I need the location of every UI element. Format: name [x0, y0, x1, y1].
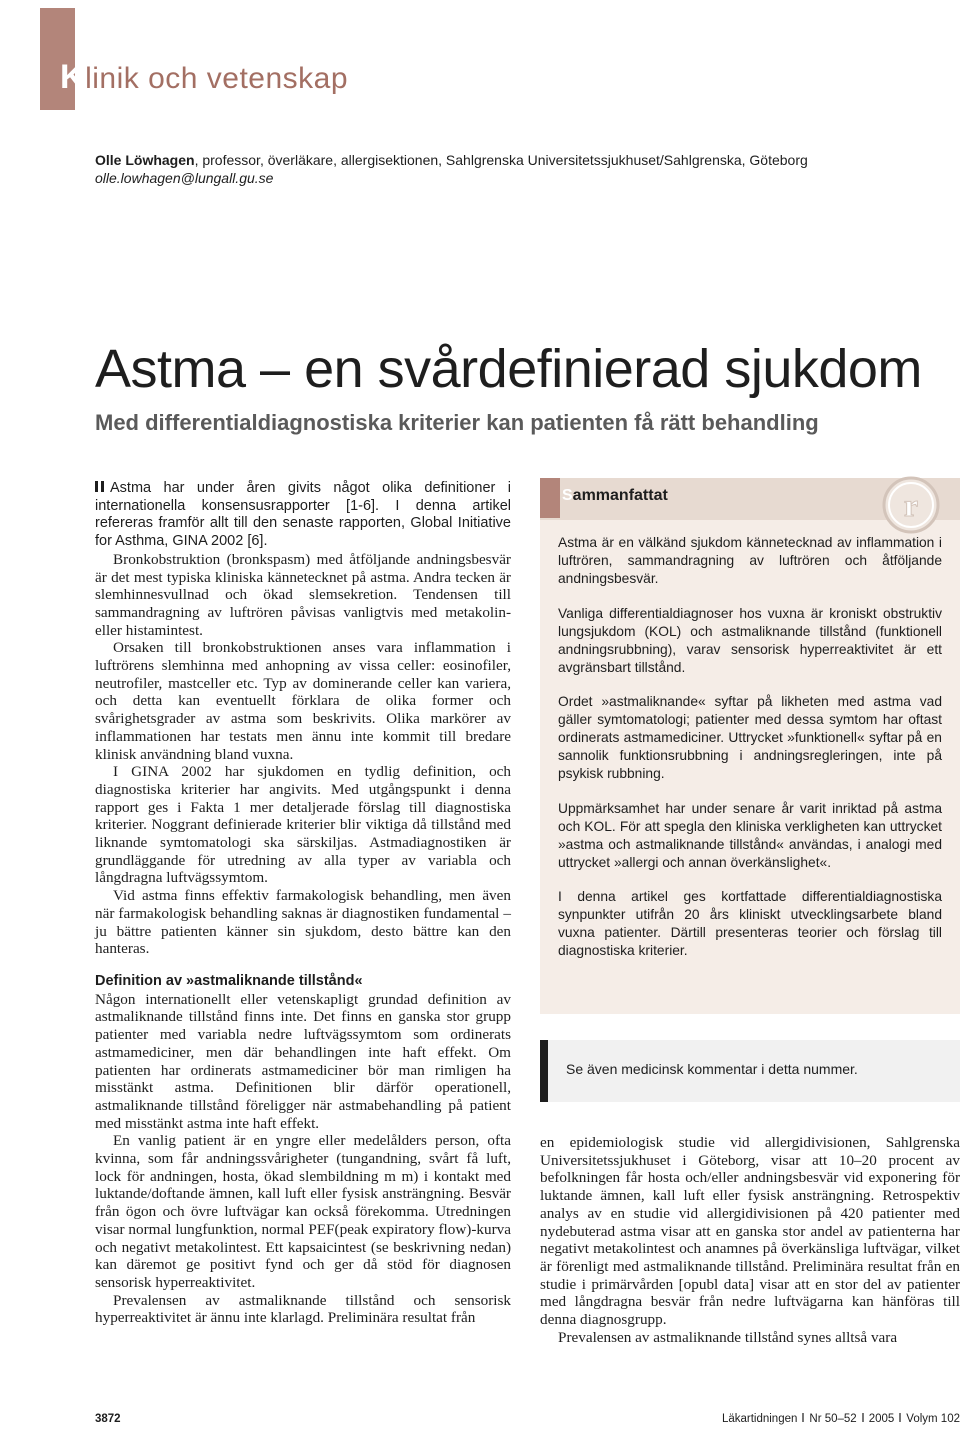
- journal-volume: Volym 102: [906, 1413, 960, 1425]
- journal-year: 2005: [868, 1413, 895, 1425]
- r-logo-letter: r: [903, 487, 919, 523]
- separator: [802, 1413, 804, 1422]
- see-also-note: Se även medicinsk kommentar i detta nummer.: [566, 1061, 858, 1077]
- summary-text: [558, 534, 942, 977]
- separator: [899, 1413, 901, 1422]
- section-title: [60, 58, 348, 97]
- author-email[interactable]: olle.lowhagen@lungall.gu.se: [95, 170, 274, 186]
- summary-title-rest: ammanfattat: [572, 487, 668, 504]
- journal-name: Läkartidningen: [721, 1413, 798, 1425]
- right-column: [540, 1134, 960, 1346]
- body-paragraph: Vid astma finns effektiv farmakologisk behandling, men även när farmakologisk behandling saknas är diagnostiken fundamental – ju bättre patienten känner sin sjukdom, desto bättre kan den hanteras.: [95, 887, 511, 958]
- section-heading: Definition av »astmaliknande tillstånd«: [95, 972, 363, 989]
- lead-marker-icon: [95, 481, 98, 492]
- summary-paragraph: Uppmärksamhet har under senare år varit inriktad på astma och KOL. För att spegla den kliniska verkligheten kan uttrycket »astma och astmaliknande tillstånd« användas, i analogi med uttrycket »allergi och annan överkänslighet«.: [558, 800, 942, 870]
- lead-paragraph: [95, 480, 511, 551]
- separator: [862, 1413, 864, 1422]
- author-line: [95, 152, 895, 168]
- summary-title-initial: S: [562, 487, 573, 504]
- body-paragraph: Orsaken till bronkobstruktionen anses vara inflammation i luftrörens slemhinna med anhopning av vissa celler: eosinofiler, neutrofiler, mastceller etc. Typ av dominerande celler kan variera, och detta kan eventuellt förklara de olika former och svårighetsgrader av astma som beskrivits. Olika markörer av inflammationen har testats men ännu inte kommit till bredare klinisk användning bland vuxna.: [95, 639, 511, 763]
- summary-paragraph: Vanliga differentialdiagnoser hos vuxna är kroniskt obstruktiv lungsjukdom (KOL) och astmaliknande tillstånd (funktionell andningsrubbning), varav sensorisk hyperreaktivitet är ett avgränsbart tillstånd.: [558, 605, 942, 675]
- lead-text: Astma har under åren givits något olika definitioner i internationella konsensusrapporter [1-6]. I denna artikel refereras framför allt till den senaste rapporten, Global Initiative for Asthma, GINA 2002 [6].: [95, 480, 511, 550]
- body-paragraph: Någon internationellt eller vetenskapligt grundad definition av astmaliknande tillstånd finns inte. Det finns en ganska stor grupp patienter med variabla nedre luftvägssymtom som ordinerats astmamediciner, men där behandlingen inte haft effekt. Om patienten har ordinerats astmamediciner bör man rimligen ha misstänkt astma. Definitionen blir därför operationell, astmaliknande tillstånd föreligger när astmabehandling på patient med misstänkt astma inte haft effekt.: [95, 990, 511, 1132]
- section-initial: K: [60, 58, 86, 96]
- author-name: Olle Löwhagen: [95, 152, 195, 168]
- summary-paragraph: Astma är en välkänd sjukdom kännetecknad av inflammation i luftrören, sammandragning av luftrören och åtföljande andningsbesvär.: [558, 535, 942, 586]
- summary-paragraph: Ordet »astmaliknande« syftar på likheten med astma vad gäller symtomatologi; patienter med dessa symtom har oftast ordinerats astmamediciner. Uttrycket »funktionell« syftar på en sannolik funktionsrubbning i andningsregleringen, inte på psykisk rubbning.: [558, 694, 942, 781]
- page-number: 3872: [95, 1413, 121, 1425]
- body-paragraph: en epidemiologisk studie vid allergidivisionen, Sahlgrenska Universitetssjukhuset i Göteborg, visar att 10–20 procent av befolkningen får hosta och/eller andningsbesvär vid exponering för luktande ämnen, kall luft eller fysisk ansträngning. Retrospektiv analys av en studie vid allergidivisionen på 420 patienter med nydebuterad astma visar att en ganska stor andel av patienterna har negativt metakolintest och anamnes på överkänsliga luftvägar, vilket är förenligt med astmaliknande tillstånd. Preliminära resultat från en studie i primärvården [opubl data] visar att en stor del av patienter med långdragna besvär från nedre luftvägarna kan hänföras till denna diagnosgrupp.: [540, 1134, 960, 1329]
- body-paragraph: En vanlig patient är en yngre eller medelålders person, ofta kvinna, som får andningssvårigheter (tungandning, svårt få luft, lock för andningen, hosta, ökad slembildning m m) i kontakt med luktande/doftande ämnen, kall luft eller fysisk ansträngning. Besvär från ögon och övre luftvägar kan också förekomma. Utredningen visar normal lungfunktion, normal PEF(peak expiratory flow)-kurva och negativt metakolintest. Ett kapsaicintest (se beskrivning nedan) kan däremot ge positivt fynd och ger då stöd för diagnosen sensorisk hyperreaktivitet.: [95, 1132, 511, 1291]
- see-also-bar: [540, 1040, 548, 1102]
- section-title-rest: linik och vetenskap: [85, 62, 349, 95]
- journal-footer: [700, 1413, 960, 1425]
- r-logo-icon: [880, 474, 942, 536]
- body-paragraph: Prevalensen av astmaliknande tillstånd och sensorisk hyperreaktivitet är ännu inte klarlagd. Preliminära resultat från: [95, 1291, 511, 1327]
- article-title: Astma – en svårdefinierad sjukdom: [95, 339, 922, 399]
- body-paragraph: Prevalensen av astmaliknande tillstånd synes alltså vara: [558, 1328, 898, 1346]
- summary-title: [562, 487, 668, 505]
- summary-color-tab: [540, 478, 560, 518]
- left-column: [95, 480, 511, 1327]
- journal-issue: Nr 50–52: [809, 1413, 857, 1425]
- body-paragraph: Bronkobstruktion (bronkspasm) med åtföljande andningsbesvär är det mest typiska kliniska kännetecknet på astma. Andra tecken är slemhinnesvullnad och ökad slemsekretion. Tendensen till sammandragning av luftrören påvisas vanligtvis med metakolin- eller histamintest.: [95, 550, 511, 639]
- body-paragraph: I GINA 2002 har sjukdomen en tydlig definition, och diagnostiska kriterier har angivits. Med utgångspunkt i denna rapport ges i Fakta 1 mer detaljerade förslag till diagnostiska kriterier. Noggrant definierade kriterier blir viktiga då tillstånd med liknande symtomatologi ska särskiljas. Astmadiagnostiken är grundläggande för utredning av alla typer av variabla och långdragna luftvägssymtom.: [95, 763, 511, 887]
- summary-paragraph: I denna artikel ges kortfattade differentialdiagnostiska synpunkter utifrån 20 års kliniskt utvecklingsarbete bland vuxna patienter. Därtill presenteras teorier och förslag till diagnostiska kriterier.: [558, 889, 942, 958]
- author-affiliation: , professor, överläkare, allergisektionen, Sahlgrenska Universitetssjukhuset/Sahlgrenska, Göteborg: [194, 152, 808, 168]
- article-subtitle: Med differentialdiagnostiska kriterier kan patienten få rätt behandling: [95, 410, 819, 435]
- lead-marker-icon: [101, 481, 104, 492]
